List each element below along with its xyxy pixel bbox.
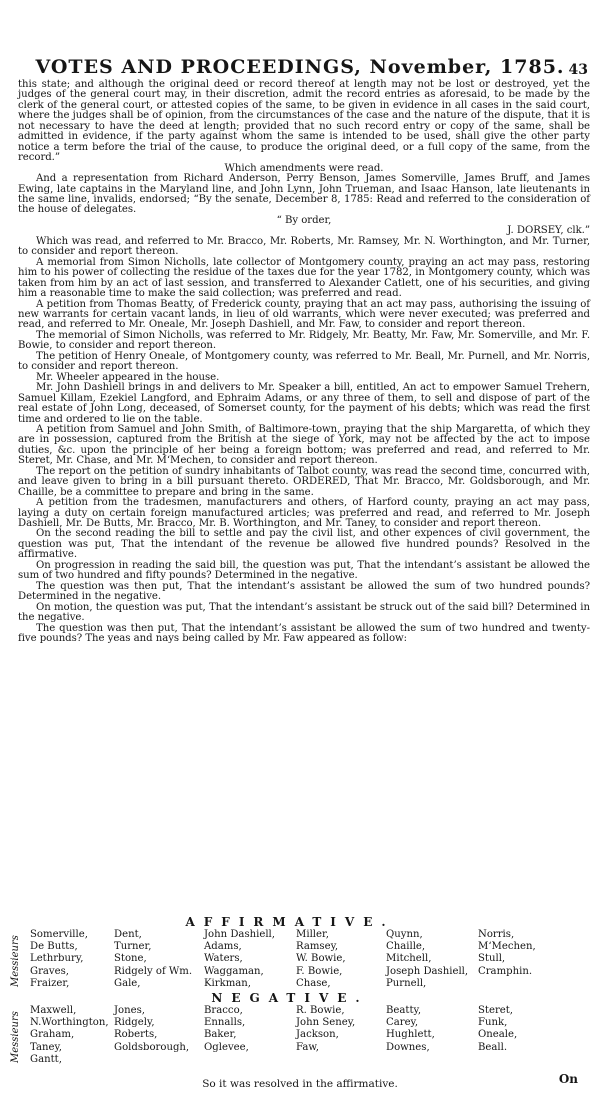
voter-name: Maxwell, bbox=[30, 1005, 77, 1016]
voter-name: Waggaman, bbox=[204, 965, 264, 977]
voter-name: Somerville, bbox=[30, 929, 88, 940]
voter-name: Cramphin. bbox=[478, 965, 533, 977]
page-number: 43 bbox=[568, 62, 588, 78]
voter-name: Jones, bbox=[114, 1005, 145, 1016]
page-text bbox=[18, 80, 590, 644]
voter-name: Gantt, bbox=[30, 1053, 62, 1065]
affirmative-heading: AFFIRMATIVE. bbox=[185, 915, 395, 929]
voter-name: Faw, bbox=[296, 1041, 319, 1053]
paragraph: Which amendments were read. bbox=[224, 162, 384, 174]
voter-name: Oneale, bbox=[478, 1029, 518, 1041]
voter-name: Gale, bbox=[114, 977, 141, 989]
voter-name: Goldsborough, bbox=[114, 1041, 190, 1053]
voter-name: De Butts, bbox=[30, 941, 78, 953]
paragraph: Mr. John Dashiell brings in and delivers to Mr. Speaker a bill, entitled, An act to empower Samuel Trehern, Samuel Killam, Ezekiel Langford, and Ephraim Adams, or any three of them, to sell and dispose of part of the real estate of John Long, deceased, of Somerset county, for the payment of his debts; which was read the first time and ordered to lie on the table. bbox=[18, 382, 590, 425]
division-list bbox=[10, 915, 570, 1065]
paragraph: this state; and although the original deed or record thereof at length may not be lost or destroyed, yet the judges of the general court may, in their discretion, admit the record entries as aforesaid, to be made by the clerk of the general court, or attested copies of the same, to be given in evidence in all cases in the said court, where the judges shall be of opinion, from the circumstances of the case and the nature of the dispute, that it is not necessary to have the deed at length; provided that no such record entry or copy of the same, shall be admitted in evidence, if the party against whom the same is intended to be used, shall give the other party notice a term before the trial of the cause, to produce the original deed, or a full copy of the same, from the record.” bbox=[18, 79, 590, 164]
header-title: VOTES AND PROCEEDINGS, November, 1785. bbox=[35, 56, 565, 78]
voter-name: Norris, bbox=[478, 929, 515, 940]
voter-name: Joseph Dashiell, bbox=[386, 965, 469, 977]
paragraph: A petition from Thomas Beatty, of Frederick county, praying that an act may pass, authorising the issuing of new warrants for certain vacant lands, in lieu of old warrants, which were never executed; was preferred and read, and referred to Mr. Oneale, Mr. Joseph Dashiell, and Mr. Faw, to consider and report thereon. bbox=[18, 298, 590, 331]
voter-name: Dent, bbox=[114, 929, 142, 940]
voter-name: Waters, bbox=[204, 953, 243, 965]
paragraph: Which was read, and referred to Mr. Bracco, Mr. Roberts, Mr. Ramsey, Mr. N. Worthington, and Mr. Turner, to consider and report thereon. bbox=[18, 235, 590, 258]
voter-name: Ramsey, bbox=[296, 941, 339, 953]
voter-name: Stull, bbox=[478, 953, 506, 965]
paragraph: On motion, the question was put, That the intendant’s assistant be struck out of the said bill? Determined in the negative. bbox=[18, 601, 590, 624]
paragraph: A petition from Samuel and John Smith, of Baltimore-town, praying that the ship Margaretta, of which they are in possession, captured from the British at the siege of York, may not be affected by the act to impose duties, &c. upon the principle of her being a foreign bottom; was preferred and read, and referred to Mr. Steret, Mr. Chase, and Mr. M‘Mechen, to consider and report thereon. bbox=[18, 423, 590, 467]
voter-name: W. Bowie, bbox=[296, 953, 346, 965]
voter-name: N.Worthington, bbox=[30, 1017, 109, 1029]
voter-name: Oglevee, bbox=[204, 1041, 249, 1053]
negative-names bbox=[30, 1005, 558, 1066]
voter-name: Stone, bbox=[114, 953, 147, 965]
paragraph: And a representation from Richard Anderson, Perry Benson, James Somerville, James Bruff, and James Ewing, late captains in the Maryland line, and John Lynn, John Trueman, and Isaac Hanson, late lieutenants in the same line, invalids, endorsed; “By the senate, December 8, 1785: Read and referred to the consideration of the house of delegates. bbox=[18, 173, 590, 216]
voter-name: M‘Mechen, bbox=[478, 941, 536, 953]
voter-name: Purnell, bbox=[386, 977, 427, 989]
messieurs-label: Messieurs bbox=[10, 935, 21, 987]
page-heading bbox=[30, 56, 570, 78]
messieurs-label: Messieurs bbox=[10, 1011, 21, 1063]
paragraph: “ By order, bbox=[276, 214, 332, 226]
voter-name: Lethrbury, bbox=[30, 953, 84, 965]
paragraph: A memorial from Simon Nicholls, late collector of Montgomery county, praying an act may pass, restoring him to his power of collecting the residue of the taxes due for the year 1782, in Montgomery county, which was taken from him by an act of last session, and transferred to Alexander Catlett, one of his securities, and giving him a reasonable time to make the said collection; was preferred and read. bbox=[18, 256, 590, 300]
voter-name: Roberts, bbox=[114, 1029, 158, 1041]
voter-name: Funk, bbox=[478, 1017, 508, 1029]
resolution-line: So it was resolved in the affirmative. bbox=[202, 1078, 398, 1090]
voter-name: Carey, bbox=[386, 1017, 419, 1029]
paragraph: The question was then put, That the intendant’s assistant be allowed the sum of two hundred pounds? Determined in the negative. bbox=[18, 580, 590, 603]
voter-name: Graves, bbox=[30, 965, 69, 977]
voter-name: Ridgely, bbox=[114, 1017, 155, 1029]
voter-name: Hughlett, bbox=[386, 1029, 435, 1041]
paragraph: The report on the petition of sundry inhabitants of Talbot county, was read the second time, concurred with, and leave given to bring in a bill pursuant thereto. ORDERED, That Mr. Bracco, Mr. Goldsborough, and Mr. Chaille, be a committee to prepare and bring in the same. bbox=[18, 465, 590, 498]
paragraph: The memorial of Simon Nicholls, was referred to Mr. Ridgely, Mr. Beatty, Mr. Faw, Mr. Somerville, and Mr. F. Bowie, to consider and report thereon. bbox=[18, 329, 590, 352]
affirmative-names bbox=[30, 929, 558, 990]
voter-name: John Seney, bbox=[296, 1017, 356, 1029]
voter-name: Mitchell, bbox=[386, 953, 432, 965]
voter-name: Miller, bbox=[296, 929, 329, 940]
voter-name: John Dashiell, bbox=[204, 929, 275, 940]
voter-name: Downes, bbox=[386, 1041, 430, 1053]
voter-name: Steret, bbox=[478, 1005, 514, 1016]
paragraph: On the second reading the bill to settle and pay the civil list, and other expences of civil government, the question was put, That the intendant of the revenue be allowed five hundred pounds? Resolved in the affirmative. bbox=[18, 528, 590, 561]
voter-name: Fraizer, bbox=[30, 977, 70, 989]
paragraph: J. DORSEY, clk.” bbox=[507, 225, 590, 237]
voter-name: Chaille, bbox=[386, 941, 426, 953]
voter-name: Adams, bbox=[204, 941, 242, 953]
paragraph: Mr. Wheeler appeared in the house. bbox=[36, 371, 220, 383]
voter-name: Baker, bbox=[204, 1029, 237, 1041]
voter-name: F. Bowie, bbox=[296, 965, 343, 977]
paragraph: On progression in reading the said bill, the question was put, That the intendant’s assistant be allowed the sum of two hundred and fifty pounds? Determined in the negative. bbox=[18, 559, 590, 582]
voter-name: Ennalls, bbox=[204, 1017, 246, 1029]
paragraph: The question was then put, That the intendant’s assistant be allowed the sum of two hundred and twenty-five pounds? The yeas and nays being called by Mr. Faw appeared as follow: bbox=[18, 622, 590, 645]
voter-name: Graham, bbox=[30, 1029, 75, 1041]
paragraph: A petition from the tradesmen, manufacturers and others, of Harford county, praying an act may pass, laying a duty on certain foreign manufactured articles; was preferred and read, and referred to Mr. Joseph Dashiell, Mr. De Butts, Mr. Bracco, Mr. B. Worthington, and Mr. Taney, to consider and report thereon. bbox=[18, 497, 590, 530]
voter-name: Quynn, bbox=[386, 929, 423, 940]
catchword: On bbox=[558, 1072, 578, 1086]
voter-name: Turner, bbox=[114, 941, 152, 953]
voter-name: Chase, bbox=[296, 977, 331, 989]
voter-name: Taney, bbox=[30, 1041, 63, 1053]
negative-heading: NEGATIVE. bbox=[211, 991, 369, 1005]
voter-name: Bracco, bbox=[204, 1005, 243, 1016]
voter-name: Jackson, bbox=[296, 1029, 339, 1041]
paragraph: The petition of Henry Oneale, of Montgomery county, was referred to Mr. Beall, Mr. Purnell, and Mr. Norris, to consider and report thereon. bbox=[18, 350, 590, 373]
voter-name: Beall. bbox=[478, 1041, 508, 1053]
voter-name: Kirkman, bbox=[204, 977, 252, 989]
voter-name: Ridgely of Wm. bbox=[114, 965, 193, 977]
voter-name: R. Bowie, bbox=[296, 1005, 345, 1016]
voter-name: Beatty, bbox=[386, 1005, 422, 1016]
